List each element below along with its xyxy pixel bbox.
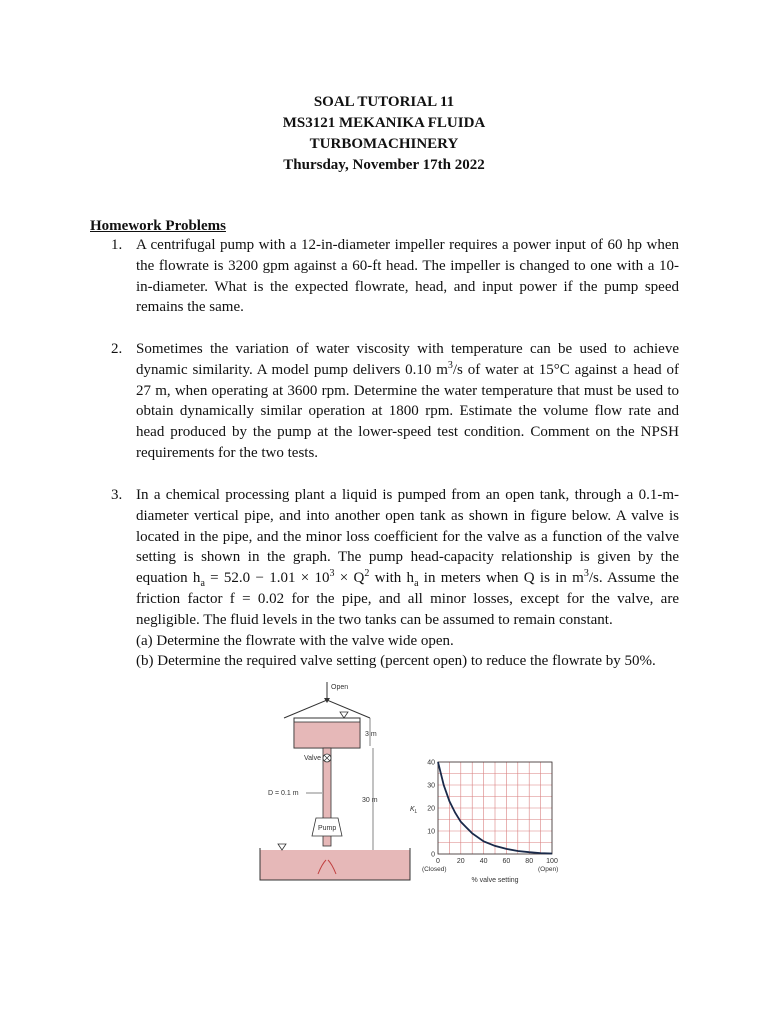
y-tick-label: 20 [427,805,435,813]
diameter-label: D = 0.1 m [268,790,299,797]
x-tick-label: 60 [502,858,511,865]
problem-2 [111,339,679,464]
problem-text: Sometimes the variation of water viscosity with temperature can be used to achieve dynamic similarity. A model pump delivers 0.10 $m^3/s$ of water at 15°C against a head of 27 m, when operating at 3600 rpm. Determine the water temperature that must be used to obtain dynamically similar operation at 1800 rpm. Estimate the volume flow rate and head produced by the pump at the lower-speed test condition. Comment on the NPSH requirements for the two tests. [136,341,679,461]
problem-part-b: (b) Determine the required valve setting (percent open) to reduce the flowrate by 50%. [136,653,656,670]
problem-number: 2. [111,341,123,357]
x-tick-label: 0 [436,858,440,865]
x-tick-label: 100 [546,858,558,865]
problem-part-a: (a) Determine the flowrate with the valve wide open. [136,632,454,649]
problem-text: In a chemical processing plant a liquid is pumped from an open tank, through a 0.1-m-diameter vertical pipe, and into another open tank as shown in figure below. A valve is located in the pipe, and the minor loss coefficient for the valve as a function of the valve setting is shown in the graph. The pump head-capacity relationship is given by the equation $h_a = 52.0 - 1.01 \times 10^3 \times Q^2$ with $h_a$ in meters when Q is in $m^3/s$. Assume the friction factor f = 0.02 for the pipe, and all minor losses, except for the valve, are negligible. The fluid levels in the two tanks can be assumed to remain constant. [136,487,679,628]
valve-label: Valve [304,755,321,762]
document-header [0,92,768,176]
x-tick-label: 40 [479,858,488,865]
problem-figure [256,678,576,888]
problem-number: 1. [111,237,123,253]
kl-chart [410,760,558,885]
pump-label: Pump [318,825,337,832]
topic-title: TURBOMACHINERY [309,136,459,152]
open-label: Open [331,684,349,691]
height-top-label: 3 m [365,731,377,738]
system-diagram [260,682,410,880]
x-end-label-open: (Open) [538,866,559,873]
figure-svg [256,678,576,888]
problem-1 [111,235,679,318]
x-axis-label: % valve setting [471,877,519,884]
height-main-label: 30 m [362,797,378,804]
problem-number: 3. [111,487,123,503]
tutorial-title: SOAL TUTORIAL 11 [313,94,455,110]
y-tick-label: 40 [427,759,435,767]
x-tick-label: 20 [456,858,465,865]
course-title: MS3121 MEKANIKA FLUIDA [282,115,486,131]
x-tick-label: 80 [525,858,534,865]
problem-text: A centrifugal pump with a 12-in-diameter impeller requires a power input of 60 hp when the flowrate is 3200 gpm against a 60-ft head. The impeller is changed to one with a 10-in-diameter. What is the expected flowrate, head, and input power if the pump speed remains the same. [136,237,679,316]
homework-title: Homework Problems [90,218,226,234]
y-tick-label: 30 [427,782,435,790]
problem-3 [111,485,679,672]
date-line: Thursday, November 17th 2022 [283,157,485,173]
y-axis-label: $K_L$ [410,806,418,815]
x-end-label-closed: (Closed) [422,866,447,873]
y-tick-label: 0 [431,851,435,859]
y-tick-label: 10 [427,828,435,836]
